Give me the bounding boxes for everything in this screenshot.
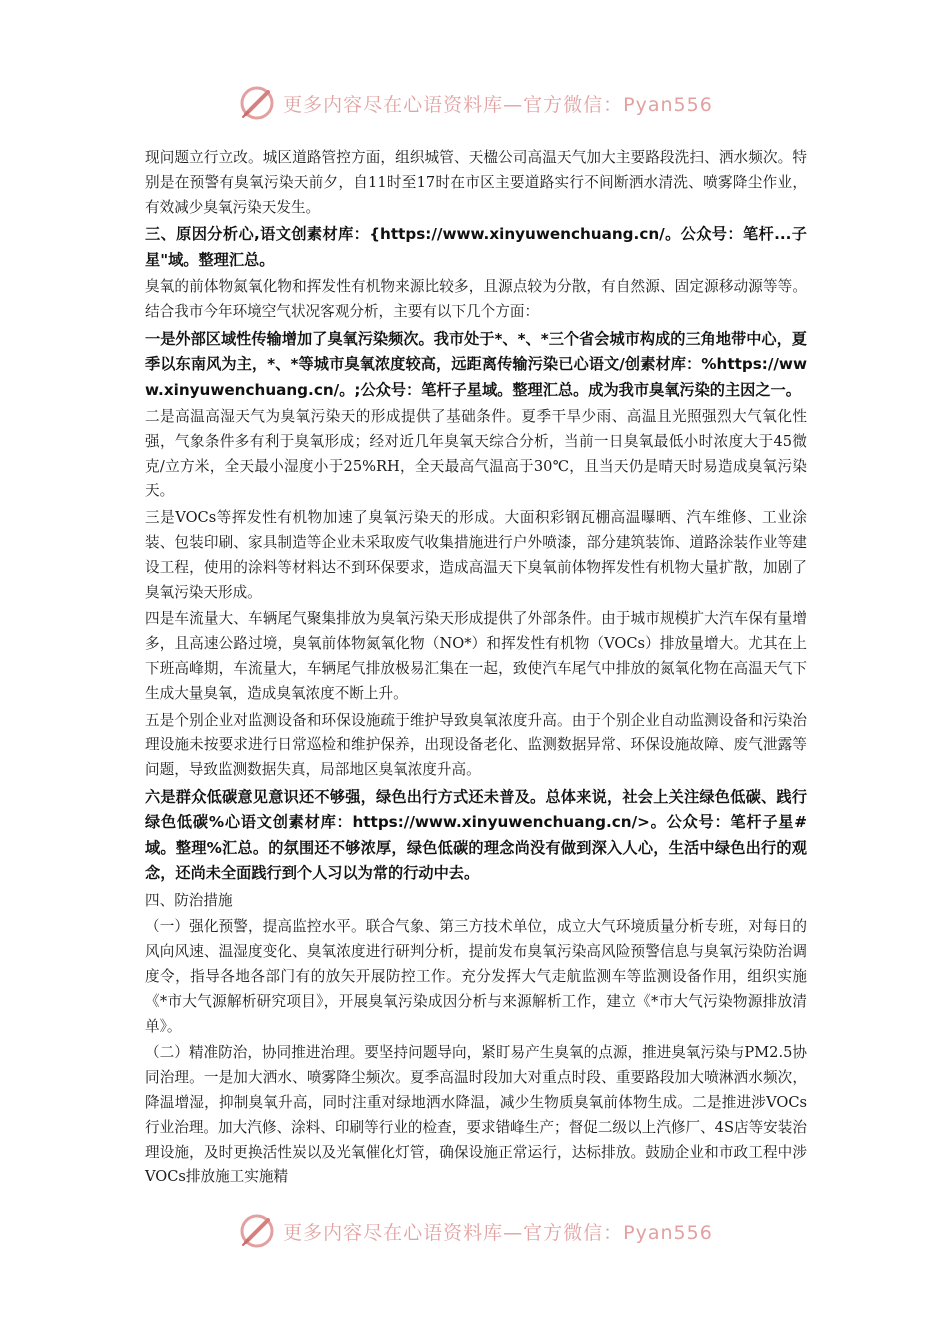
paragraph: 四是车流量大、车辆尾气聚集排放为臭氧污染天形成提供了外部条件。由于城市规模扩大汽车保有量增多，且高速公路过境，臭氧前体物氮氧化物（NO*）和挥发性有机物（VOCs）排放量增大。尤其在上下班高峰期，车流量大，车辆尾气排放极易汇集在一起，致使汽车尾气中排放的氮氧化物在高温天气下生成大量臭氧，造成臭氧浓度不断上升。 <box>145 610 807 702</box>
paragraph: （二）精准防治，协同推进治理。要坚持问题导向，紧盯易产生臭氧的点源，推进臭氧污染与PM2.5协同治理。一是加大洒水、喷雾降尘频次。夏季高温时段加大对重点时段、重要路段加大喷淋洒水频次，降温增湿，抑制臭氧升高，同时注重对绿地洒水降温，减少生物质臭氧前体物生成。二是推进涉VOCs行业治理。加大汽修、涂料、印刷等行业的检查，要求错峰生产；督促二级以上汽修厂、4S店等安装治理设施，及时更换活性炭以及光氧催化灯管，确保设施正常运行，达标排放。鼓励企业和市政工程中涉VOCs排放施工实施精 <box>145 1044 807 1186</box>
section-heading: 三、原因分析心,语文创素材库：{https://www.xinyuwenchuang.cn/。公众号：笔杆...子星"域。整理汇总。 <box>145 225 807 269</box>
paragraph-bold: 六是群众低碳意见意识还不够强，绿色出行方式还未普及。总体来说，社会上关注绿色低碳、践行绿色低碳%心语文创素材库：https://www.xinyuwenchuang.cn/>。公众号：笔杆子星#域。整理%汇总。的氛围还不够浓厚，绿色低碳的理念尚没有做到深入人心，生活中绿色出行的观念，还尚未全面践行到个人习以为常的行动中去。 <box>145 787 807 883</box>
paragraph: 五是个别企业对监测设备和环保设施疏于维护导致臭氧浓度升高。由于个别企业自动监测设备和污染治理设施未按要求进行日常巡检和维护保养，出现设备老化、监测数据异常、环保设施故障、废气泄露等问题，导致监测数据失真，局部地区臭氧浓度升高。 <box>145 711 807 779</box>
banner-text: 更多内容尽在心语资料库—官方微信：Pyan556 <box>283 93 713 116</box>
paragraph: 二是高温高湿天气为臭氧污染天的形成提供了基础条件。夏季干旱少雨、高温且光照强烈大气氧化性强，气象条件多有利于臭氧形成；经对近几年臭氧天综合分析，当前一日臭氧最低小时浓度大于45微克/立方米，全天最小湿度小于25%RH，全天最高气温高于30℃，且当天仍是晴天时易造成臭氧污染天。 <box>145 408 807 500</box>
document-body <box>145 146 807 1192</box>
pen-logo-icon <box>237 1211 277 1251</box>
pen-logo-icon <box>237 83 277 123</box>
footer-banner <box>0 1206 950 1256</box>
paragraph: 三是VOCs等挥发性有机物加速了臭氧污染天的形成。大面积彩钢瓦棚高温曝晒、汽车维修、工业涂装、包装印刷、家具制造等企业未采取废气收集措施进行户外喷漆，部分建筑装饰、道路涂装作业等建设工程，使用的涂料等材料达不到环保要求，造成高温天下臭氧前体物挥发性有机物大量扩散，加剧了臭氧污染天形成。 <box>145 509 807 601</box>
paragraph-bold: 一是外部区域性传输增加了臭氧污染频次。我市处于*、*、*三个省会城市构成的三角地带中心，夏季以东南风为主，*、*等城市臭氧浓度较高，远距离传输污染已心语文/创素材库：%https://www.xinyuwenchuang.cn/。;公众号：笔杆子星域。整理汇总。成为我市臭氧污染的主因之一。 <box>145 329 807 399</box>
header-banner <box>0 78 950 128</box>
paragraph: 臭氧的前体物氮氧化物和挥发性有机物来源比较多，且源点较为分散，有自然源、固定源移动源等等。结合我市今年环境空气状况客观分析，主要有以下几个方面： <box>145 278 807 320</box>
section-heading: 四、防治措施 <box>145 891 233 909</box>
paragraph: 现问题立行立改。城区道路管控方面，组织城管、天楹公司高温天气加大主要路段洗扫、洒水频次。特别是在预警有臭氧污染天前夕，自11时至17时在市区主要道路实行不间断洒水清洗、喷雾降尘作业，有效减少臭氧污染天发生。 <box>145 149 807 216</box>
banner-text: 更多内容尽在心语资料库—官方微信：Pyan556 <box>283 1221 713 1244</box>
paragraph: （一）强化预警，提高监控水平。联合气象、第三方技术单位，成立大气环境质量分析专班，对每日的风向风速、温湿度变化、臭氧浓度进行研判分析，提前发布臭氧污染高风险预警信息与臭氧污染防治调度令，指导各地各部门有的放矢开展防控工作。充分发挥大气走航监测车等监测设备作用，组织实施《*市大气源解析研究项目》，开展臭氧污染成因分析与来源解析工作，建立《*市大气污染物源排放清单》。 <box>145 918 807 1035</box>
